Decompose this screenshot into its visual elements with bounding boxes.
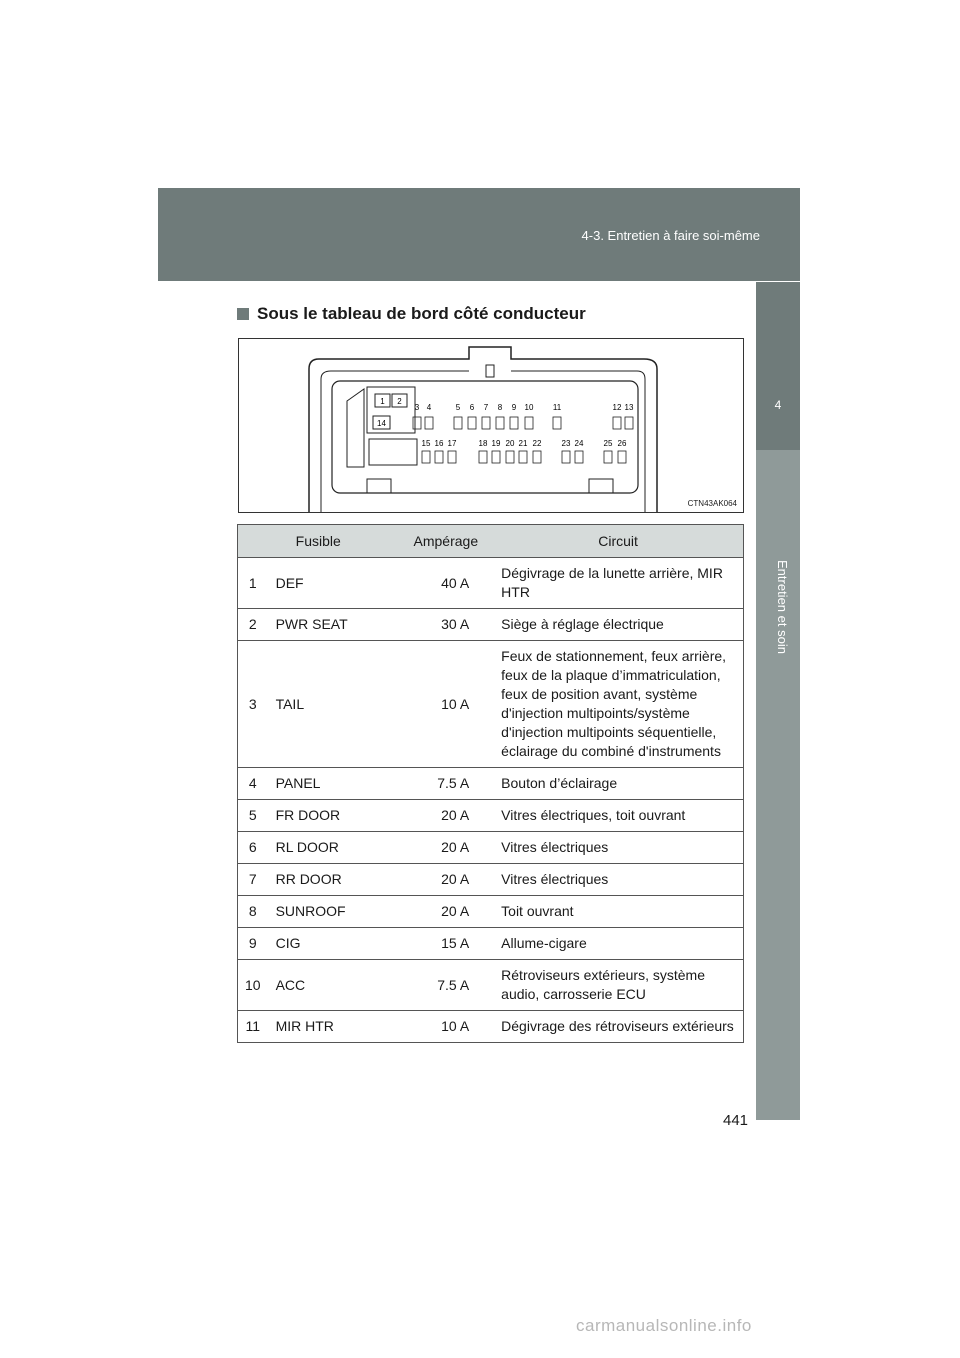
cell-circuit: Allume-cigare [493, 928, 743, 960]
fuse-label: 2 [397, 397, 402, 406]
fuse-slot [413, 417, 421, 429]
fuse-label: 6 [469, 403, 475, 412]
cell-fuse: PANEL [268, 768, 399, 800]
fuse-slot [479, 451, 487, 463]
fuse-box-illustration [239, 339, 743, 512]
fuse-slot [510, 417, 518, 429]
table-row [238, 1011, 744, 1043]
fuse-label: 3 [414, 403, 420, 412]
header-title: 4-3. Entretien à faire soi-même [581, 228, 760, 243]
fuse-label: 16 [434, 439, 444, 448]
fuse-slot [492, 451, 500, 463]
fuse-slot [533, 451, 541, 463]
cell-amp: 40 A [398, 558, 493, 609]
chapter-number: 4 [774, 398, 782, 412]
cell-fuse: SUNROOF [268, 896, 399, 928]
cell-fuse: CIG [268, 928, 399, 960]
fuse-label: 12 [612, 403, 622, 412]
cell-num: 9 [238, 928, 268, 960]
cell-num: 11 [238, 1011, 268, 1043]
fuse-label: 23 [561, 439, 571, 448]
cell-amp: 20 A [398, 832, 493, 864]
chapter-label: Entretien et soin [775, 560, 790, 654]
cell-num: 5 [238, 800, 268, 832]
cell-circuit: Feux de stationnement, feux arrière, feux de la plaque d’immatriculation, feux de position avant, système d'injection multipoints/système d'injection multipoints séquentielle, éclairage du combiné d'instruments [493, 641, 743, 768]
page-number: 441 [723, 1112, 749, 1129]
table-row [238, 960, 744, 1011]
cell-circuit: Toit ouvrant [493, 896, 743, 928]
cell-circuit: Vitres électriques [493, 864, 743, 896]
cell-amp: 20 A [398, 800, 493, 832]
fuse-label: 18 [478, 439, 488, 448]
cell-num: 4 [238, 768, 268, 800]
cell-circuit: Vitres électriques [493, 832, 743, 864]
fuse-label: 1 [380, 397, 385, 406]
fuse-slot [454, 417, 462, 429]
cell-num: 8 [238, 896, 268, 928]
square-bullet-icon [237, 308, 249, 320]
cell-amp: 10 A [398, 1011, 493, 1043]
table-row [238, 768, 744, 800]
table-row [238, 864, 744, 896]
cell-fuse: MIR HTR [268, 1011, 399, 1043]
cell-fuse: PWR SEAT [268, 609, 399, 641]
cell-circuit: Rétroviseurs extérieurs, système audio, carrosserie ECU [493, 960, 743, 1011]
fuse-box-diagram [238, 338, 744, 513]
fuse-slot [553, 417, 561, 429]
cell-num: 2 [238, 609, 268, 641]
fuse-slot [575, 451, 583, 463]
table-row [238, 928, 744, 960]
watermark: carmanualsonline.info [576, 1316, 752, 1335]
fuse-label: 22 [532, 439, 542, 448]
cell-amp: 10 A [398, 641, 493, 768]
fuse-label: 5 [455, 403, 461, 412]
fuse-slot [562, 451, 570, 463]
cell-fuse: FR DOOR [268, 800, 399, 832]
fuse-label: 26 [617, 439, 627, 448]
fuse-slot [425, 417, 433, 429]
fuse-slot [613, 417, 621, 429]
fuse-slot [448, 451, 456, 463]
fuse-label: 15 [421, 439, 431, 448]
header-circuit: Circuit [493, 525, 743, 558]
header-amperage: Ampérage [398, 525, 493, 558]
fuse-slot [618, 451, 626, 463]
fuse-label: 24 [574, 439, 584, 448]
fuse-label: 25 [603, 439, 613, 448]
figure-code: CTN43AK064 [687, 499, 737, 508]
fuse-slot [435, 451, 443, 463]
table-row [238, 609, 744, 641]
cell-amp: 30 A [398, 609, 493, 641]
fuse-label: 17 [447, 439, 457, 448]
section-heading [237, 304, 586, 324]
fuse-slot [506, 451, 514, 463]
fuse-slot [482, 417, 490, 429]
cell-circuit: Dégivrage de la lunette arrière, MIR HTR [493, 558, 743, 609]
cell-amp: 7.5 A [398, 768, 493, 800]
cell-fuse: TAIL [268, 641, 399, 768]
fuse-slot [422, 451, 430, 463]
fuse-label: 8 [497, 403, 503, 412]
cell-amp: 20 A [398, 896, 493, 928]
cell-num: 3 [238, 641, 268, 768]
fuse-slot [496, 417, 504, 429]
cell-circuit: Dégivrage des rétroviseurs extérieurs [493, 1011, 743, 1043]
fuse-label: 21 [518, 439, 528, 448]
fuse-label: 13 [624, 403, 634, 412]
fuse-slot [625, 417, 633, 429]
cell-num: 6 [238, 832, 268, 864]
fuse-label: 10 [524, 403, 534, 412]
header-fuse: Fusible [238, 525, 399, 558]
cell-num: 1 [238, 558, 268, 609]
cell-fuse: RL DOOR [268, 832, 399, 864]
cell-fuse: RR DOOR [268, 864, 399, 896]
fuse-slot [519, 451, 527, 463]
chapter-header [158, 188, 800, 281]
cell-fuse: DEF [268, 558, 399, 609]
fuse-slot [468, 417, 476, 429]
fuse-label: 14 [377, 419, 386, 428]
table-header-row [238, 525, 744, 558]
cell-circuit: Bouton d’éclairage [493, 768, 743, 800]
table-row [238, 896, 744, 928]
cell-circuit: Siège à réglage électrique [493, 609, 743, 641]
fuse-label: 20 [505, 439, 515, 448]
fuse-label: 11 [552, 403, 562, 412]
table-row [238, 641, 744, 768]
fuse-slot [604, 451, 612, 463]
cell-amp: 15 A [398, 928, 493, 960]
cell-fuse: ACC [268, 960, 399, 1011]
table-row [238, 800, 744, 832]
fuse-table [237, 524, 744, 1043]
fuse-label: 7 [483, 403, 489, 412]
table-row [238, 558, 744, 609]
cell-amp: 20 A [398, 864, 493, 896]
cell-amp: 7.5 A [398, 960, 493, 1011]
fuse-label: 9 [511, 403, 517, 412]
fuse-slot [525, 417, 533, 429]
fuse-label: 4 [426, 403, 432, 412]
cell-num: 10 [238, 960, 268, 1011]
table-row [238, 832, 744, 864]
cell-circuit: Vitres électriques, toit ouvrant [493, 800, 743, 832]
section-title: Sous le tableau de bord côté conducteur [257, 304, 586, 323]
cell-num: 7 [238, 864, 268, 896]
fuse-label: 19 [491, 439, 501, 448]
